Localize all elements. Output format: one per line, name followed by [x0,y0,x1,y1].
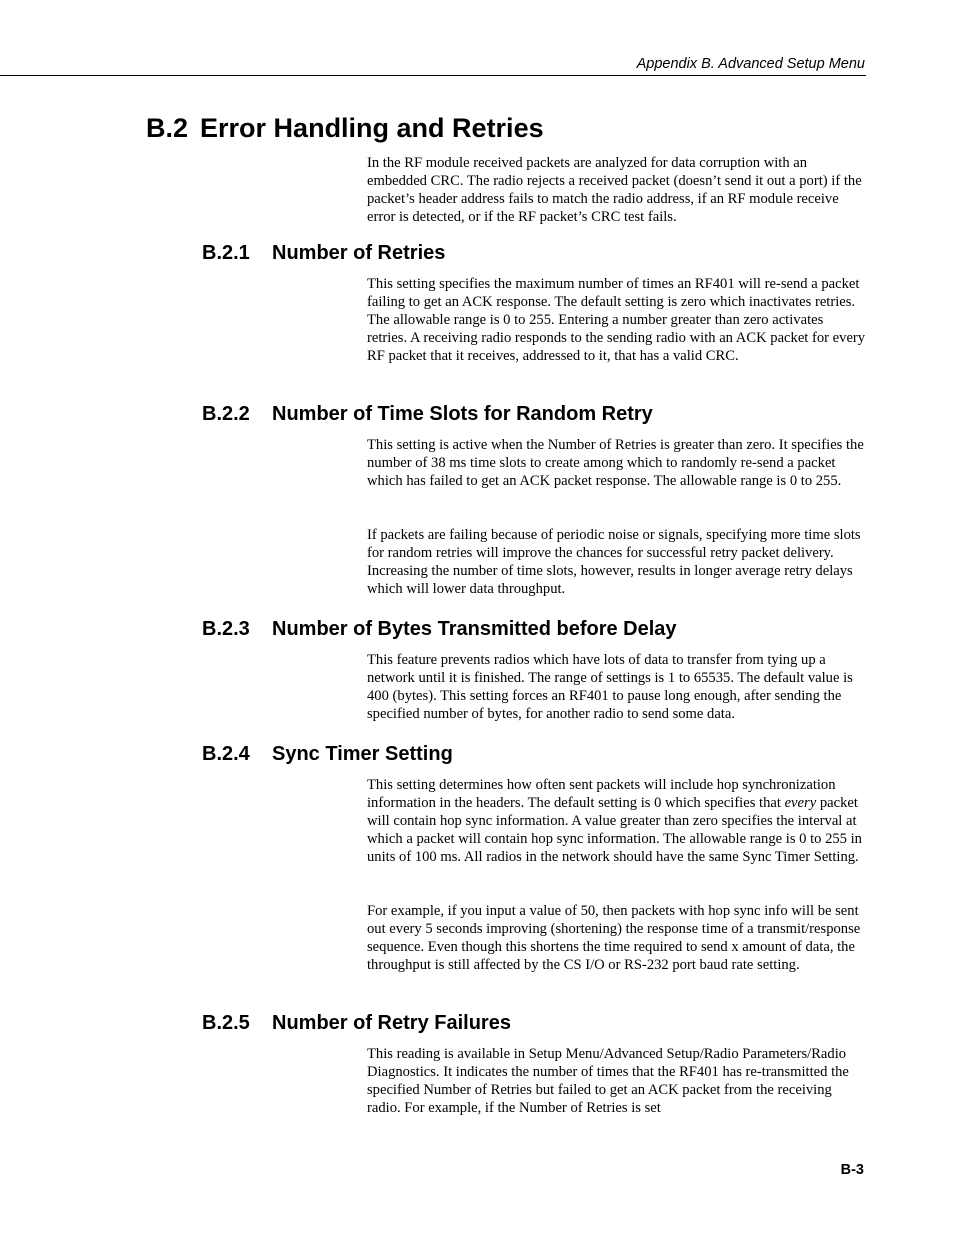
header-rule [0,75,866,76]
sync-timer-paragraph-1 [367,776,867,866]
bytes-before-delay-paragraph: This feature prevents radios which have lots of data to transfer from tying up a network until it is finished. The range of settings is 1 to 65535. The default value is 400 (bytes). This setting forces an RF401 to pause long enough, after sending the specified number of bytes, for another radio to send some data. [367,652,853,722]
subsection-number: B.2.5 [202,1012,250,1034]
subsection-title: Number of Time Slots for Random Retry [272,403,653,425]
page-number: B-3 [840,1162,864,1178]
subsection-heading-time-slots-random-retry [202,401,653,427]
subsection-number: B.2.3 [202,618,250,640]
retry-failures-paragraph: This reading is available in Setup Menu/Advanced Setup/Radio Parameters/Radio Diagnostics. It indicates the number of times that the RF401 has re-transmitted the specified Number of Retries but failed to get an ACK packet from the receiving radio. For example, if the Number of Retries is set [367,1046,849,1116]
number-of-retries-paragraph: This setting specifies the maximum number of times an RF401 will re-send a packet failing to get an ACK response. The default setting is zero which inactivates retries. The allowable range is 0 to 255. Entering a number greater than zero activates retries. A receiving radio responds to the sending radio with an ACK packet for every RF packet that it receives, addressed to it, that has a valid CRC. [367,276,866,364]
subsection-title: Number of Retries [272,242,446,264]
subsection-title: Sync Timer Setting [272,743,453,765]
subsection-heading-sync-timer-setting [202,741,453,767]
subsection-title: Number of Retry Failures [272,1012,511,1034]
sync-timer-paragraph-2: For example, if you input a value of 50, then packets with hop sync info will be sent out every 5 seconds improving (shortening) the response time of a transmit/response sequence. Even though this shortens the time required to send x amount of data, the throughput is still affected by the CS I/O or RS-232 port baud rate setting. [367,903,861,973]
subsection-number: B.2.1 [202,242,250,264]
sync-timer-text: This setting determines how often sent packets will include hop synchronization information in the headers. The default setting is 0 which specifies that [367,777,836,811]
subsection-heading-number-of-retries [202,240,445,266]
running-header: Appendix B. Advanced Setup Menu [636,56,865,72]
sync-timer-text: packet will contain hop sync information. A value greater than zero specifies the interval at which a packet will contain hop sync information. The allowable range is 0 to 255 in units of 100 ms. All radios in the network should have the same Sync Timer Setting. [367,795,862,865]
section-number: B.2 [146,113,189,143]
subsection-title: Number of Bytes Transmitted before Delay [272,618,677,640]
subsection-heading-bytes-before-delay [202,616,677,642]
emphasis-every: every [784,795,817,811]
section-intro-paragraph: In the RF module received packets are analyzed for data corruption with an embedded CRC. The radio rejects a received packet (doesn’t send it out a port) if the packet’s header address fails to match the radio address, if an RF module receive error is detected, or if the RF packet’s CRC test fails. [367,155,862,225]
subsection-number: B.2.2 [202,403,250,425]
time-slots-paragraph-2: If packets are failing because of periodic noise or signals, specifying more time slots for random retries will improve the chances for successful retry packet delivery. Increasing the number of time slots, however, results in longer average retry delays which will lower data throughput. [367,527,861,597]
section-title: Error Handling and Retries [200,113,544,143]
section-heading [146,110,544,146]
time-slots-paragraph-1: This setting is active when the Number of Retries is greater than zero. It specifies the number of 38 ms time slots to create among which to randomly re-send a packet which has failed to get an ACK packet response. The allowable range is 0 to 255. [367,437,864,489]
subsection-number: B.2.4 [202,743,250,765]
subsection-heading-retry-failures [202,1010,511,1036]
